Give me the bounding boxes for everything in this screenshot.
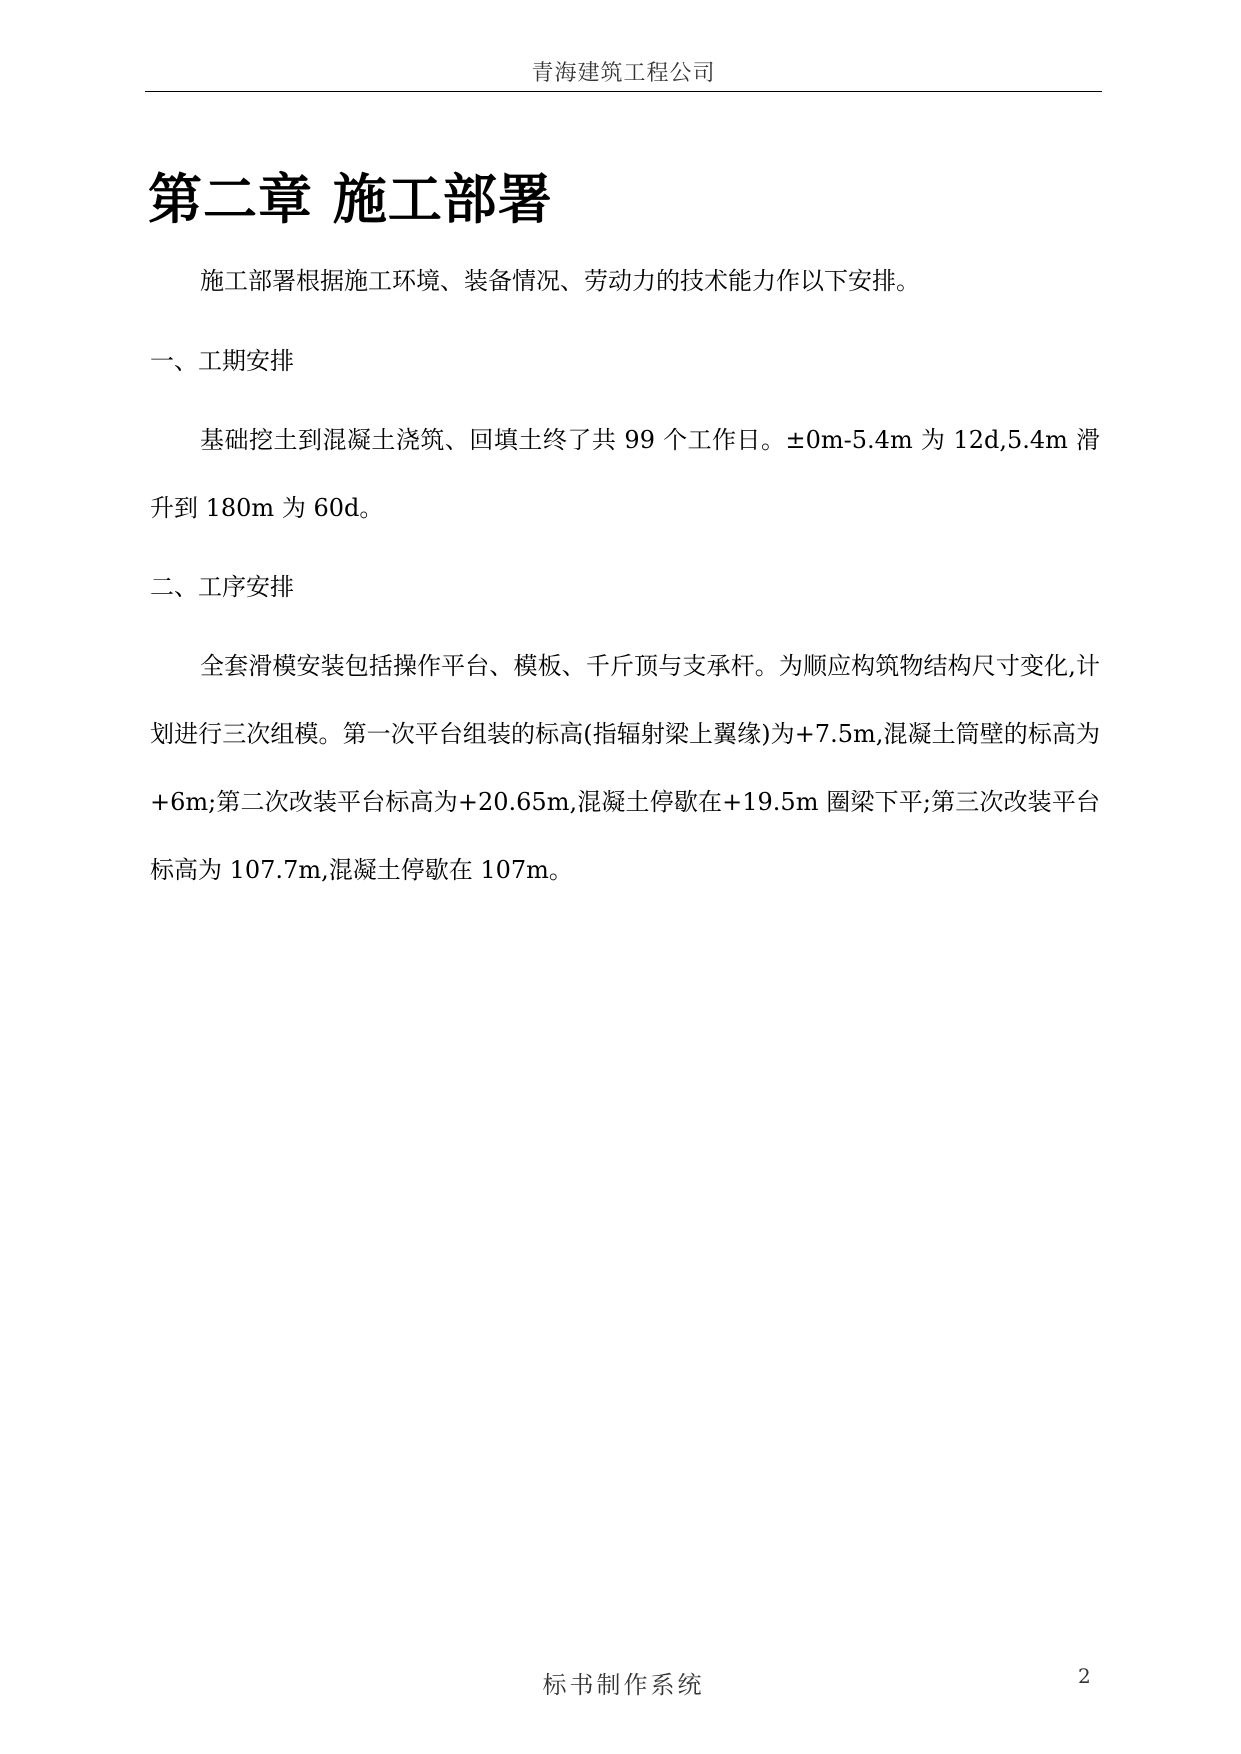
chapter-title: 第二章 施工部署 <box>148 167 553 232</box>
header-divider <box>145 91 1102 92</box>
page-footer: 标书制作系统 <box>542 1671 705 1699</box>
intro-paragraph: 施工部署根据施工环境、装备情况、劳动力的技术能力作以下安排。 <box>200 267 920 295</box>
page-number: 2 <box>1078 1664 1091 1688</box>
page-header: 青海建筑工程公司 <box>531 61 716 86</box>
section-heading-process: 二、工序安排 <box>150 573 294 601</box>
schedule-paragraph: 基础挖土到混凝土浇筑、回填土终了共 99 个工作日。±0m-5.4m 为 12d,5.4m 滑升到 180m 为 60d。 <box>150 426 1100 522</box>
process-paragraph: 全套滑模安装包括操作平台、模板、千斤顶与支承杆。为顺应构筑物结构尺寸变化,计划进行三次组模。第一次平台组装的标高(指辐射梁上翼缘)为+7.5m,混凝土筒壁的标高为+6m;第二次改装平台标高为+20.65m,混凝土停歇在+19.5m 圈梁下平;第三次改装平台标高为 107.7m,混凝土停歇在 107m。 <box>150 652 1100 884</box>
section-heading-schedule: 一、工期安排 <box>150 347 294 375</box>
